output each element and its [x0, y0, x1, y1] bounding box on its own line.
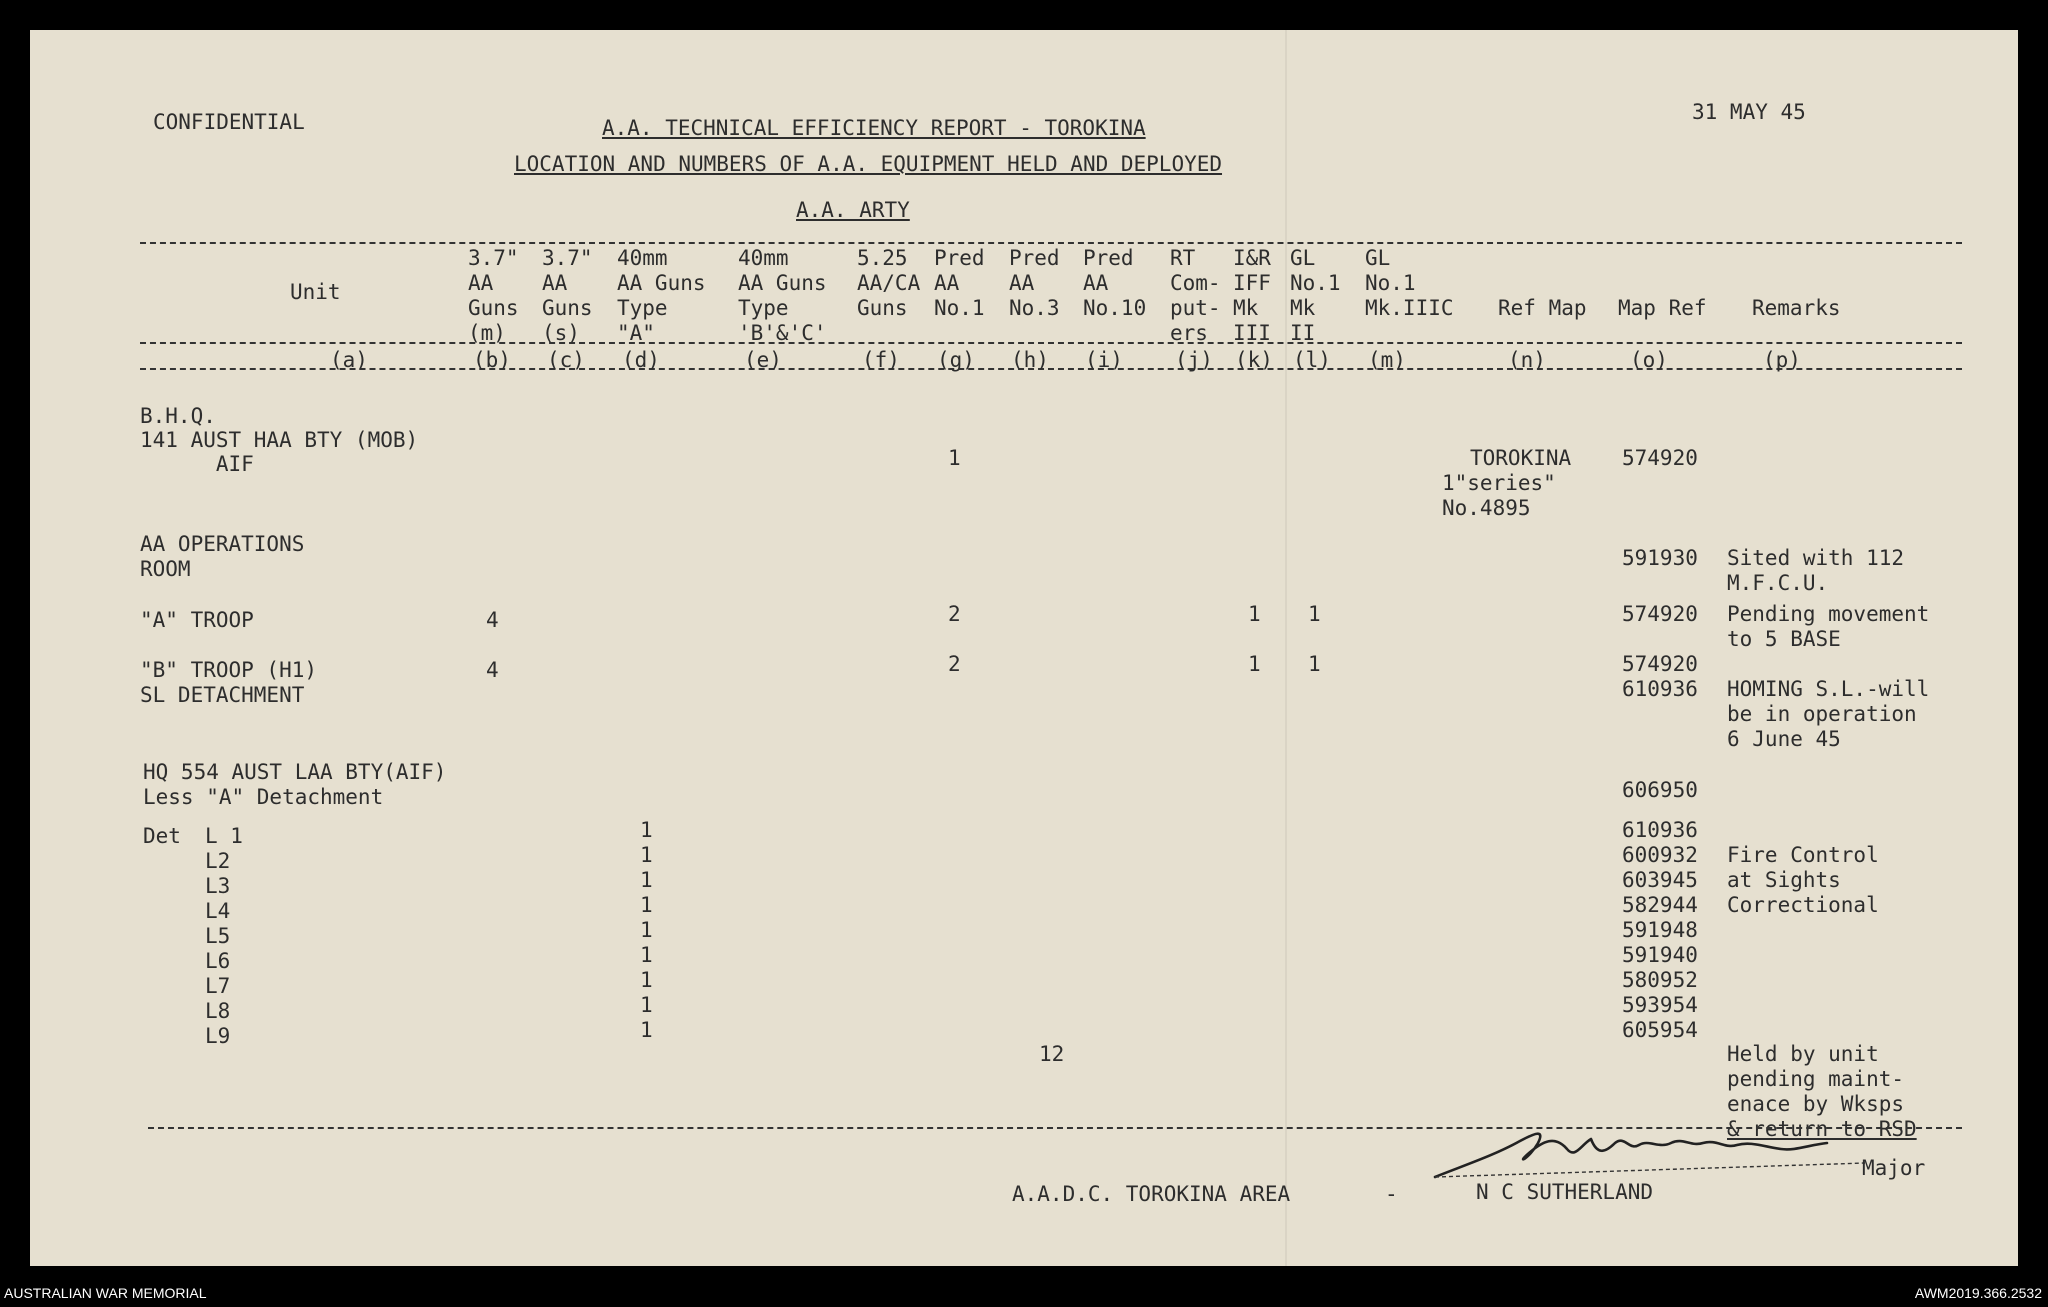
- archive-accession: AWM2019.366.2532: [1914, 1285, 2042, 1301]
- col-n-header: Ref Map: [1498, 296, 1587, 320]
- remarks-cell: enace by Wksps: [1727, 1092, 1905, 1116]
- det-map-ref: 591940: [1622, 943, 1698, 967]
- map-ref-cell: 574920: [1622, 652, 1698, 676]
- remarks-cell: at Sights: [1727, 868, 1841, 892]
- pred-no1-cell: 2: [948, 652, 961, 676]
- col-letter: (b): [473, 348, 511, 372]
- col-letter: (i): [1085, 348, 1123, 372]
- remarks-cell: M.F.C.U.: [1727, 571, 1829, 595]
- col-letter: (m): [1368, 348, 1406, 372]
- unit-cell: AA OPERATIONS: [140, 532, 305, 556]
- remarks-cell: be in operation: [1727, 702, 1917, 726]
- header-rule-lower: [140, 368, 1962, 370]
- col-letter: (d): [622, 348, 660, 372]
- remarks-cell: HOMING S.L.-will: [1727, 677, 1930, 701]
- det-guns: 1: [640, 818, 653, 842]
- col-letter: (f): [862, 348, 900, 372]
- det-guns: 1: [640, 943, 653, 967]
- map-ref-cell: 610936: [1622, 677, 1698, 701]
- col-letter: (o): [1630, 348, 1668, 372]
- det-label: L3: [205, 874, 231, 898]
- unit-cell: ROOM: [140, 557, 191, 581]
- header-rule-upper: [140, 342, 1962, 344]
- ref-map-cell: TOROKINA: [1470, 446, 1572, 470]
- signatory-rank: Major: [1862, 1156, 1926, 1180]
- unit-cell: HQ 554 AUST LAA BTY(AIF): [143, 760, 447, 784]
- remarks-cell: pending maint-: [1727, 1067, 1905, 1091]
- col-letter: (e): [744, 348, 782, 372]
- col-letter: (h): [1011, 348, 1049, 372]
- det-guns: 1: [640, 868, 653, 892]
- col-letter: (l): [1293, 348, 1331, 372]
- remarks-cell: Fire Control: [1727, 843, 1879, 867]
- remarks-cell: Sited with 112: [1727, 546, 1905, 570]
- det-label: L9: [205, 1024, 231, 1048]
- det-map-ref: 600932: [1622, 843, 1698, 867]
- confidential-label: CONFIDENTIAL: [153, 110, 305, 134]
- iff-cell: 1: [1248, 602, 1261, 626]
- guns-cell: 4: [486, 608, 499, 632]
- col-p-header: Remarks: [1752, 296, 1841, 320]
- det-label: L2: [205, 849, 231, 873]
- map-ref-cell: 574920: [1622, 602, 1698, 626]
- section-label: A.A. ARTY: [796, 198, 910, 222]
- pred-no1-cell: 1: [948, 446, 961, 470]
- col-letter: (c): [547, 348, 585, 372]
- det-guns: 1: [640, 1018, 653, 1042]
- map-ref-cell: 606950: [1622, 778, 1698, 802]
- col-o-header: Map Ref: [1618, 296, 1707, 320]
- det-map-ref: 603945: [1622, 868, 1698, 892]
- unit-cell: 141 AUST HAA BTY (MOB): [140, 428, 419, 452]
- det-map-ref: 593954: [1622, 993, 1698, 1017]
- col-letter: (j): [1175, 348, 1213, 372]
- det-guns: 1: [640, 843, 653, 867]
- det-label: L 1: [205, 824, 243, 848]
- paper-fold: [1285, 30, 1287, 1266]
- guns-cell: 4: [486, 658, 499, 682]
- footer-organisation: A.A.D.C. TOROKINA AREA: [1012, 1182, 1291, 1206]
- col-letter: (a): [330, 348, 368, 372]
- col-letter: (n): [1508, 348, 1546, 372]
- col-letter: (g): [937, 348, 975, 372]
- remarks-cell: & return to RSD: [1727, 1117, 1917, 1141]
- gl-cell: 1: [1308, 602, 1321, 626]
- det-map-ref: 605954: [1622, 1018, 1698, 1042]
- det-label: L4: [205, 899, 231, 923]
- pred-no1-cell: 2: [948, 602, 961, 626]
- archive-credit: AUSTRALIAN WAR MEMORIAL: [4, 1285, 207, 1301]
- unit-cell: Less "A" Detachment: [143, 785, 384, 809]
- det-label: L5: [205, 924, 231, 948]
- pred-no3-cell: 12: [1039, 1042, 1065, 1066]
- det-guns: 1: [640, 893, 653, 917]
- unit-cell: B.H.Q.: [140, 404, 216, 428]
- report-date: 31 MAY 45: [1692, 100, 1806, 124]
- ref-map-cell: 1"series": [1442, 471, 1556, 495]
- col-letter: (k): [1235, 348, 1273, 372]
- col-a-header: Unit: [290, 280, 341, 304]
- det-map-ref: 610936: [1622, 818, 1698, 842]
- det-prefix: Det: [143, 824, 181, 848]
- report-title: A.A. TECHNICAL EFFICIENCY REPORT - TOROKINA: [602, 116, 1146, 140]
- footer-dash: -: [1385, 1182, 1398, 1206]
- document-page: CONFIDENTIAL A.A. TECHNICAL EFFICIENCY REPORT - TOROKINA LOCATION AND NUMBERS OF A.A. EQUIPMENT HELD AND DEPLOYED A.A. ARTY 31 MAY 45 Unit 3.7" AA Guns (m) 3.7" AA Guns (s) 40mm AA Guns Type "A" 40mm AA Guns Type 'B'&'C' 5.25 AA/CA Guns Pred AA No.1 Pred AA No.3 Pred AA No.10 RT Com- put- ers I&R IFF Mk III GL No.1 Mk II GL No.1 Mk.IIIC Ref Map Map Ref Remarks (a) (b) (c) (d) (e) (f) (g) (h) (i) (j) (k) (l) (m) (n) (o) (p) B.H.Q. 141 AUST HAA BTY (MOB) AIF 1 TOROKINA 1"series" No.4895 574920 AA OPERATIONS ROOM 591930 Sited with 112 M.F.C.U. "A" TROOP 4 2 1 1 574920 Pending movement to 5 BASE "B" TROOP (H1) SL DETACHMENT 4 2 1 1 574920 610936 HOMING S.L.-will be in operation 6 June 45 HQ 554 AUST LAA BTY(AIF) Less "A" Detachment 606950 Det L 1 L2 L3 L4 L5 L6 L7 L8 L9 1 1 1 1 1 1 1 1 1 610936 600932 603945 582944 591948 591940 580952 593954 605954 Fire Control at Sights Correctional 12 Held by unit pending maint- enace by Wksps & return to RSD Major A.A.D.C. TOROKINA AREA - N C SUTHERLAND: [30, 30, 2018, 1266]
- unit-cell: "A" TROOP: [140, 608, 254, 632]
- remarks-cell: to 5 BASE: [1727, 627, 1841, 651]
- det-map-ref: 582944: [1622, 893, 1698, 917]
- remarks-cell: Correctional: [1727, 893, 1879, 917]
- remarks-cell: Held by unit: [1727, 1042, 1879, 1066]
- unit-cell: "B" TROOP (H1): [140, 658, 318, 682]
- unit-cell: AIF: [140, 452, 254, 476]
- signatory-name: N C SUTHERLAND: [1476, 1180, 1654, 1204]
- map-ref-cell: 591930: [1622, 546, 1698, 570]
- remarks-cell: 6 June 45: [1727, 727, 1841, 751]
- det-guns: 1: [640, 993, 653, 1017]
- det-label: L8: [205, 999, 231, 1023]
- det-label: L6: [205, 949, 231, 973]
- gl-cell: 1: [1308, 652, 1321, 676]
- table-top-rule: [140, 242, 1962, 244]
- det-map-ref: 580952: [1622, 968, 1698, 992]
- ref-map-cell: No.4895: [1442, 496, 1531, 520]
- col-letter: (p): [1763, 348, 1801, 372]
- unit-cell: SL DETACHMENT: [140, 683, 305, 707]
- det-map-ref: 591948: [1622, 918, 1698, 942]
- det-guns: 1: [640, 918, 653, 942]
- report-subtitle: LOCATION AND NUMBERS OF A.A. EQUIPMENT HELD AND DEPLOYED: [514, 152, 1223, 176]
- iff-cell: 1: [1248, 652, 1261, 676]
- det-label: L7: [205, 974, 231, 998]
- remarks-cell: Pending movement: [1727, 602, 1930, 626]
- map-ref-cell: 574920: [1622, 446, 1698, 470]
- det-guns: 1: [640, 968, 653, 992]
